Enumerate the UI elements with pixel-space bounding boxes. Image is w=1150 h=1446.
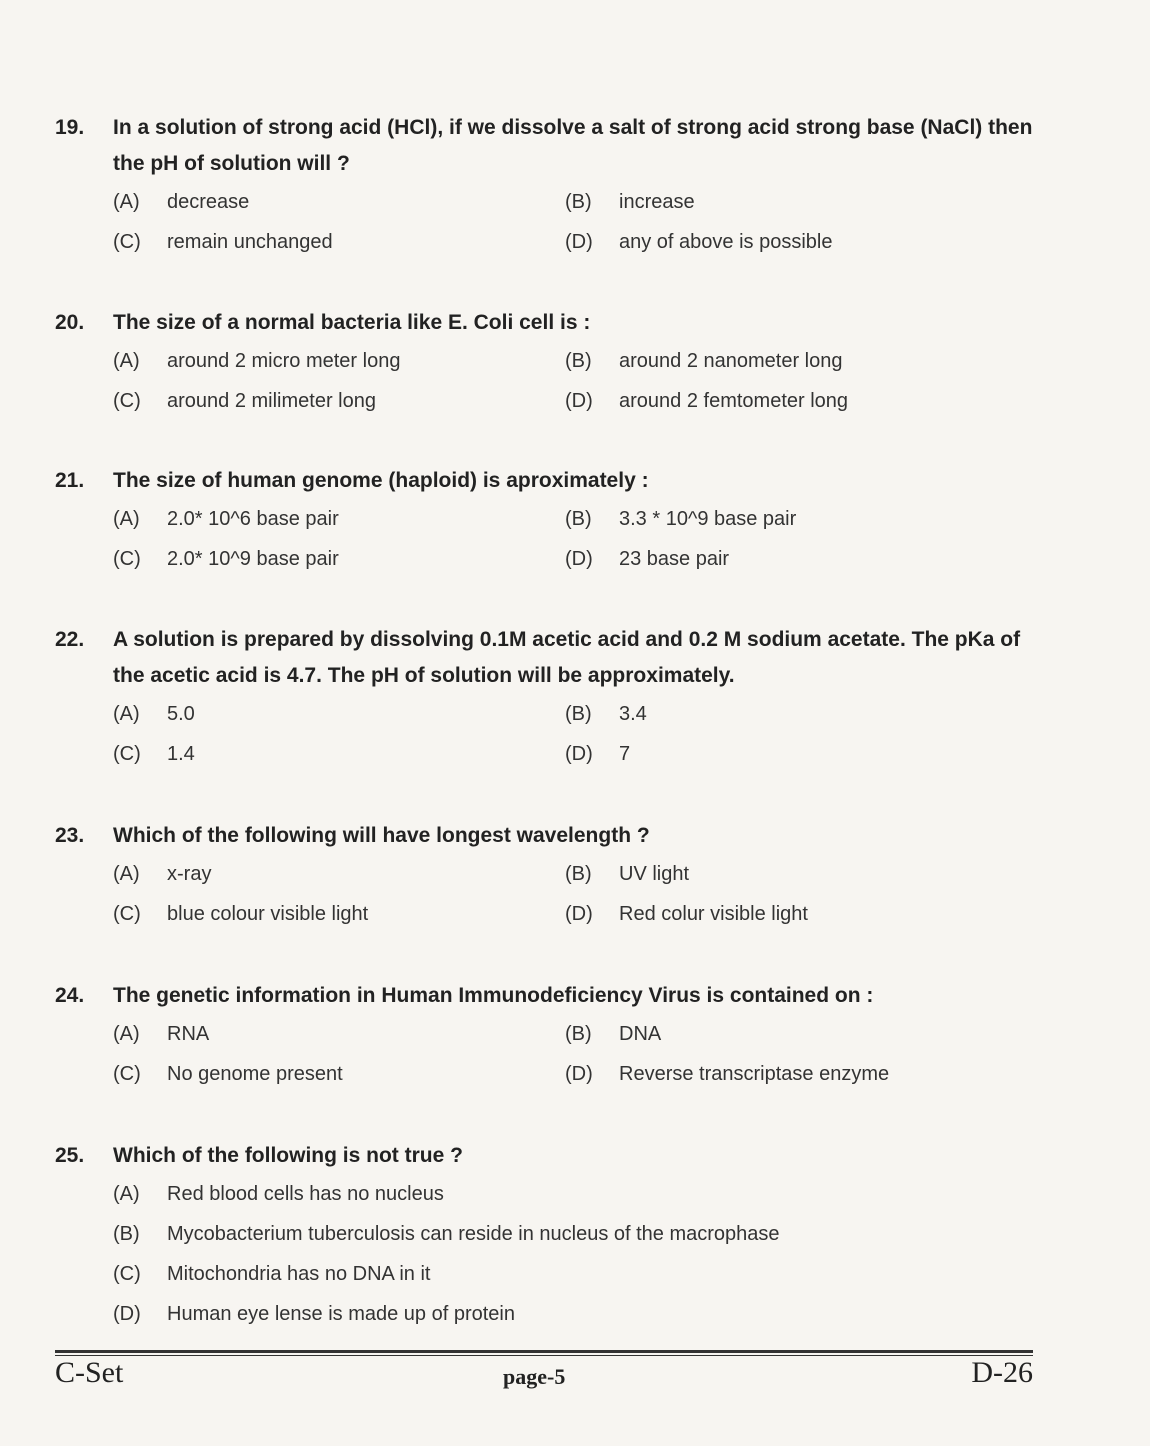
question-number: 20. xyxy=(55,311,85,334)
option-text: No genome present xyxy=(167,1063,343,1085)
option-text: decrease xyxy=(167,191,250,213)
option-text: 2.0* 10^6 base pair xyxy=(167,508,339,530)
question-21 xyxy=(55,463,1055,577)
option-b xyxy=(565,696,1017,732)
question-text: A solution is prepared by dissolving 0.1M acetic acid and 0.2 M sodium acetate. The pKa of the acetic acid is 4.7. The pH of solution will be approximately. xyxy=(113,628,1021,687)
question-number: 24. xyxy=(55,984,85,1007)
option-text: UV light xyxy=(619,863,690,885)
question-23 xyxy=(55,818,1055,932)
option-d xyxy=(565,224,1017,260)
option-text: remain unchanged xyxy=(167,231,333,253)
option-label: (C) xyxy=(113,743,141,765)
question-number: 19. xyxy=(55,116,85,139)
option-c xyxy=(113,541,565,577)
option-label: (D) xyxy=(565,743,593,765)
option-label: (C) xyxy=(113,1263,141,1285)
option-label: (B) xyxy=(113,1223,140,1245)
option-text: DNA xyxy=(619,1023,662,1045)
option-label: (D) xyxy=(565,548,593,570)
option-text: increase xyxy=(619,191,695,213)
option-label: (C) xyxy=(113,548,141,570)
option-b xyxy=(565,1016,1017,1052)
option-label: (A) xyxy=(113,508,140,530)
option-a xyxy=(113,184,565,220)
question-text: The genetic information in Human Immunodeficiency Virus is contained on : xyxy=(113,984,874,1007)
option-text: around 2 milimeter long xyxy=(167,390,376,412)
option-a xyxy=(113,1016,565,1052)
option-c xyxy=(113,383,565,419)
option-text: 23 base pair xyxy=(619,548,730,570)
option-a xyxy=(113,696,565,732)
option-label: (D) xyxy=(565,231,593,253)
option-label: (C) xyxy=(113,903,141,925)
question-24 xyxy=(55,978,1055,1092)
option-label: (C) xyxy=(113,231,141,253)
option-text: 7 xyxy=(619,743,631,765)
option-b xyxy=(565,184,1017,220)
question-text: Which of the following will have longest wavelength ? xyxy=(113,824,650,847)
option-text: Mitochondria has no DNA in it xyxy=(167,1263,431,1285)
question-text: Which of the following is not true ? xyxy=(113,1144,463,1167)
question-20 xyxy=(55,305,1055,419)
option-d xyxy=(565,383,1017,419)
option-text: blue colour visible light xyxy=(167,903,369,925)
option-text: any of above is possible xyxy=(619,231,833,253)
option-label: (D) xyxy=(565,903,593,925)
option-a xyxy=(113,501,565,537)
option-label: (B) xyxy=(565,1023,592,1045)
option-b xyxy=(565,343,1017,379)
option-label: (C) xyxy=(113,1063,141,1085)
option-text: RNA xyxy=(167,1023,210,1045)
question-number: 23. xyxy=(55,824,85,847)
option-text: 3.4 xyxy=(619,703,647,725)
option-label: (B) xyxy=(565,703,592,725)
option-text: Red blood cells has no nucleus xyxy=(167,1183,444,1205)
option-b xyxy=(565,501,1017,537)
footer-code: D-26 xyxy=(971,1356,1033,1389)
option-c xyxy=(113,1056,565,1092)
option-text: Reverse transcriptase enzyme xyxy=(619,1063,890,1085)
option-label: (C) xyxy=(113,390,141,412)
option-a xyxy=(113,1176,1013,1212)
option-label: (B) xyxy=(565,863,592,885)
option-d xyxy=(113,1296,1013,1332)
option-text: around 2 micro meter long xyxy=(167,350,401,372)
option-label: (A) xyxy=(113,703,140,725)
option-c xyxy=(113,736,565,772)
option-d xyxy=(565,736,1017,772)
question-number: 21. xyxy=(55,469,85,492)
option-text: Mycobacterium tuberculosis can reside in nucleus of the macrophase xyxy=(167,1223,780,1245)
option-label: (A) xyxy=(113,1023,140,1045)
option-label: (A) xyxy=(113,1183,140,1205)
option-label: (B) xyxy=(565,191,592,213)
question-number: 22. xyxy=(55,628,85,651)
option-text: around 2 femtometer long xyxy=(619,390,849,412)
option-text: Red colur visible light xyxy=(619,903,808,925)
option-label: (A) xyxy=(113,350,140,372)
question-19 xyxy=(55,110,1055,260)
option-label: (D) xyxy=(565,390,593,412)
option-text: 2.0* 10^9 base pair xyxy=(167,548,339,570)
option-d xyxy=(565,1056,1017,1092)
option-d xyxy=(565,541,1017,577)
option-text: x-ray xyxy=(167,863,212,885)
option-d xyxy=(565,896,1017,932)
question-text: The size of human genome (haploid) is aproximately : xyxy=(113,469,649,492)
option-b xyxy=(565,856,1017,892)
option-c xyxy=(113,896,565,932)
footer-page-number: page-5 xyxy=(503,1364,566,1389)
option-text: around 2 nanometer long xyxy=(619,350,843,372)
option-label: (A) xyxy=(113,191,140,213)
option-label: (B) xyxy=(565,508,592,530)
option-text: Human eye lense is made up of protein xyxy=(167,1303,515,1325)
page-footer xyxy=(55,1356,1033,1396)
option-c xyxy=(113,1256,1013,1292)
option-c xyxy=(113,224,565,260)
option-label: (D) xyxy=(113,1303,141,1325)
option-label: (A) xyxy=(113,863,140,885)
option-text: 5.0 xyxy=(167,703,195,725)
footer-set-label: C-Set xyxy=(55,1356,124,1389)
question-number: 25. xyxy=(55,1144,85,1167)
question-22 xyxy=(55,622,1055,772)
option-text: 1.4 xyxy=(167,743,195,765)
option-text: 3.3 * 10^9 base pair xyxy=(619,508,797,530)
question-25 xyxy=(55,1138,1055,1332)
option-label: (B) xyxy=(565,350,592,372)
question-text: The size of a normal bacteria like E. Coli cell is : xyxy=(113,311,591,334)
question-text: In a solution of strong acid (HCl), if we dissolve a salt of strong acid strong base (NaCl) then the pH of solution will ? xyxy=(113,116,1033,175)
option-b xyxy=(113,1216,1013,1252)
option-a xyxy=(113,856,565,892)
option-a xyxy=(113,343,565,379)
option-label: (D) xyxy=(565,1063,593,1085)
